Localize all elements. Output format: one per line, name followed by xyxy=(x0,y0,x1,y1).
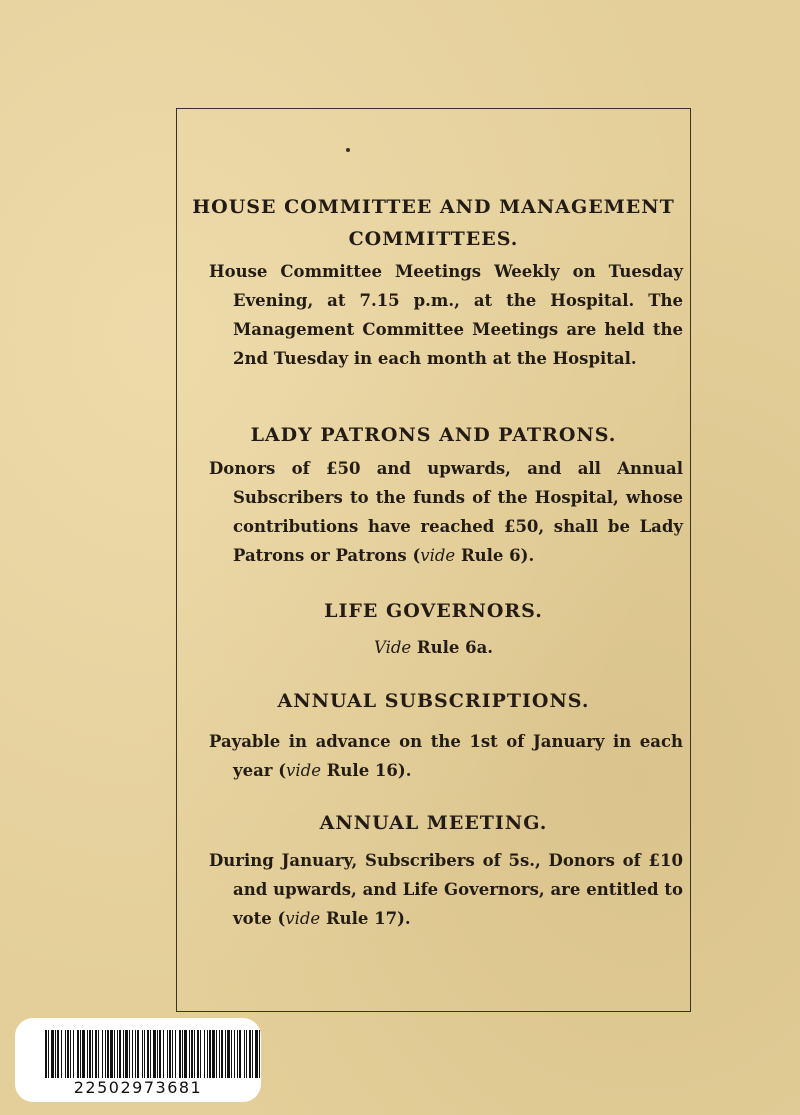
barcode xyxy=(45,1030,260,1078)
barcode-bar xyxy=(125,1030,128,1078)
barcode-bar xyxy=(114,1030,115,1078)
barcode-bar xyxy=(159,1030,161,1078)
barcode-bar xyxy=(216,1030,217,1078)
annual-subscriptions-heading: ANNUAL SUBSCRIPTIONS. xyxy=(277,690,590,712)
barcode-bar xyxy=(169,1030,171,1078)
barcode-bar xyxy=(105,1030,106,1078)
barcode-bar xyxy=(239,1030,241,1078)
barcode-bar xyxy=(184,1030,187,1078)
barcode-bar xyxy=(70,1030,71,1078)
barcode-bar xyxy=(191,1030,193,1078)
barcode-bar xyxy=(51,1030,54,1078)
barcode-bar xyxy=(255,1030,258,1078)
barcode-bar xyxy=(82,1030,85,1078)
barcode-label xyxy=(15,1018,261,1102)
barcode-bar xyxy=(163,1030,164,1078)
barcode-bar xyxy=(147,1030,149,1078)
barcode-bar xyxy=(237,1030,238,1078)
barcode-bar xyxy=(117,1030,118,1078)
barcode-number: 22502973681 xyxy=(73,1078,203,1097)
house-committee-heading-line2: COMMITTEES. xyxy=(348,228,519,250)
barcode-bar xyxy=(221,1030,223,1078)
barcode-bar xyxy=(73,1030,74,1078)
barcode-bar xyxy=(57,1030,59,1078)
barcode-bar xyxy=(92,1030,93,1078)
barcode-bar xyxy=(144,1030,145,1078)
barcode-bar xyxy=(110,1030,113,1078)
barcode-bar xyxy=(61,1030,62,1078)
barcode-bar xyxy=(107,1030,109,1078)
barcode-bar xyxy=(80,1030,81,1078)
barcode-bar xyxy=(67,1030,69,1078)
annual-meeting-heading: ANNUAL MEETING. xyxy=(319,812,548,834)
barcode-bar xyxy=(102,1030,103,1078)
barcode-bar xyxy=(179,1030,181,1078)
barcode-bar xyxy=(259,1030,260,1078)
barcode-bar xyxy=(129,1030,130,1078)
lady-patrons-heading: LADY PATRONS AND PATRONS. xyxy=(250,424,617,446)
barcode-bar xyxy=(189,1030,190,1078)
barcode-bar xyxy=(231,1030,232,1078)
barcode-bar xyxy=(219,1030,220,1078)
barcode-bar xyxy=(157,1030,158,1078)
annual-meeting-text: During January, Subscribers of 5s., Donors of £10 and upwards, and Life Governors, are entitled to vote (vide Rule 17). xyxy=(209,851,683,928)
barcode-bar xyxy=(167,1030,168,1078)
barcode-bar xyxy=(225,1030,226,1078)
barcode-bar xyxy=(252,1030,253,1078)
life-governors-heading: LIFE GOVERNORS. xyxy=(324,600,543,622)
barcode-bar xyxy=(197,1030,199,1078)
ink-dot xyxy=(346,148,350,152)
barcode-bar xyxy=(98,1030,99,1078)
barcode-bar xyxy=(142,1030,143,1078)
barcode-bar xyxy=(175,1030,176,1078)
life-governors-text: Vide Rule 6a. xyxy=(373,638,494,657)
lady-patrons-text: Donors of £50 and upwards, and all Annual Subscribers to the funds of the Hospital, whose contributions have reached £50, shall be Lady Patrons or Patrons (vide Rule 6). xyxy=(209,459,683,565)
barcode-bar xyxy=(249,1030,251,1078)
barcode-bar xyxy=(200,1030,201,1078)
barcode-bar xyxy=(48,1030,49,1078)
barcode-bar xyxy=(119,1030,121,1078)
barcode-bar xyxy=(172,1030,173,1078)
barcode-bar xyxy=(246,1030,247,1078)
barcode-bar xyxy=(150,1030,151,1078)
barcode-bar xyxy=(137,1030,139,1078)
barcode-bar xyxy=(65,1030,66,1078)
barcode-bar xyxy=(95,1030,97,1078)
barcode-bar xyxy=(194,1030,195,1078)
barcode-bar xyxy=(55,1030,56,1078)
barcode-bar xyxy=(153,1030,156,1078)
barcode-bar xyxy=(207,1030,208,1078)
house-committee-heading: HOUSE COMMITTEE AND MANAGEMENT xyxy=(192,196,675,218)
barcode-bar xyxy=(123,1030,124,1078)
barcode-bar xyxy=(89,1030,91,1078)
barcode-bar xyxy=(209,1030,211,1078)
barcode-bar xyxy=(227,1030,230,1078)
barcode-bar xyxy=(244,1030,245,1078)
barcode-bar xyxy=(77,1030,79,1078)
barcode-bar xyxy=(204,1030,205,1078)
barcode-bar xyxy=(212,1030,215,1078)
barcode-bar xyxy=(182,1030,183,1078)
barcode-bar xyxy=(234,1030,235,1078)
barcode-bar xyxy=(87,1030,88,1078)
barcode-bar xyxy=(45,1030,47,1078)
annual-subscriptions-text: Payable in advance on the 1st of January in each year (vide Rule 16). xyxy=(209,732,683,780)
barcode-bar xyxy=(135,1030,136,1078)
house-committee-text: House Committee Meetings Weekly on Tuesday Evening, at 7.15 p.m., at the Hospital. The Management Committee Meetings are held the 2nd Tuesday in each month at the Hospital. xyxy=(209,262,683,368)
barcode-bar xyxy=(132,1030,133,1078)
